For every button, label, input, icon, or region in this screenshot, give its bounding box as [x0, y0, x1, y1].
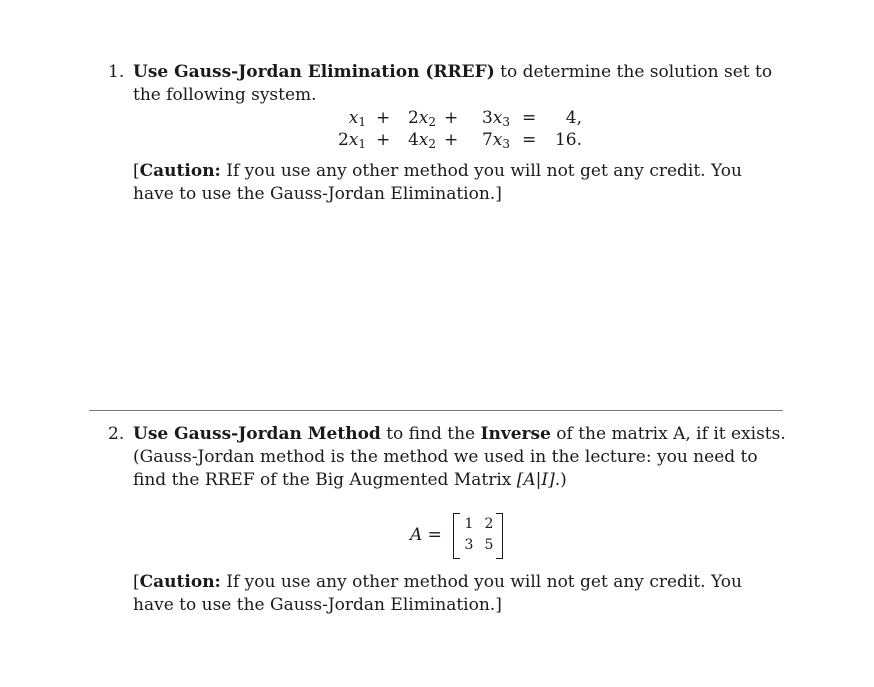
term-2: $4x_2$ [407, 130, 436, 151]
term-3: $7x_3$ [481, 130, 510, 151]
equals-sign: = [522, 108, 537, 128]
matrix-cell: 2 [484, 516, 494, 532]
term-2: $2x_2$ [407, 108, 436, 129]
rhs-value: 4, [565, 108, 582, 128]
statement-text: to determine the solution set to the following system. [133, 62, 773, 105]
caution-note-2 [108, 571, 788, 617]
left-bracket [453, 513, 460, 559]
caution-text: [Caution: If you use any other method you will not get any credit. You have to use the Gauss-Jordan Elimination.] [133, 572, 742, 615]
problem-number: 1. [108, 62, 125, 82]
matrix-cell: 1 [464, 516, 474, 532]
term-1: $2x_1$ [337, 130, 366, 151]
caution-text: [Caution: If you use any other method you will not get any credit. You have to use the Gauss-Jordan Elimination.] [133, 161, 742, 204]
method-name: Use Gauss-Jordan Method [133, 424, 381, 444]
problem-number: 2. [108, 424, 125, 444]
inverse-label: Inverse [480, 424, 551, 444]
problem-statement: Use Gauss-Jordan Method to find the Inverse of the matrix A, if it exists. (Gauss-Jordan method is the method we used in the lecture: you need to find the RREF of the Big Augmented Matrix [A|I].) [133, 424, 786, 490]
augmented-matrix-notation: [A|I] [516, 470, 555, 490]
matrix-cell: 3 [464, 537, 474, 553]
problem-2 [108, 423, 788, 492]
matrix-label: A = [410, 525, 442, 545]
right-bracket [496, 513, 503, 559]
caution-note-1 [108, 160, 788, 206]
problem-1 [108, 61, 788, 107]
plus-sign: + [444, 108, 459, 128]
rhs-value: 16. [554, 130, 582, 150]
section-divider [89, 410, 783, 411]
plus-sign: + [444, 130, 459, 150]
matrix-cell: 5 [484, 537, 494, 553]
caution-label: Caution: [139, 572, 221, 592]
caution-label: Caution: [139, 161, 221, 181]
term-3: $3x_3$ [481, 108, 510, 129]
problem-statement [133, 61, 788, 107]
term-1: $x_1$ [348, 108, 366, 129]
plus-sign: + [376, 108, 391, 128]
plus-sign: + [376, 130, 391, 150]
equals-sign: = [522, 130, 537, 150]
method-name: Use Gauss-Jordan Elimination (RREF) [133, 62, 495, 82]
